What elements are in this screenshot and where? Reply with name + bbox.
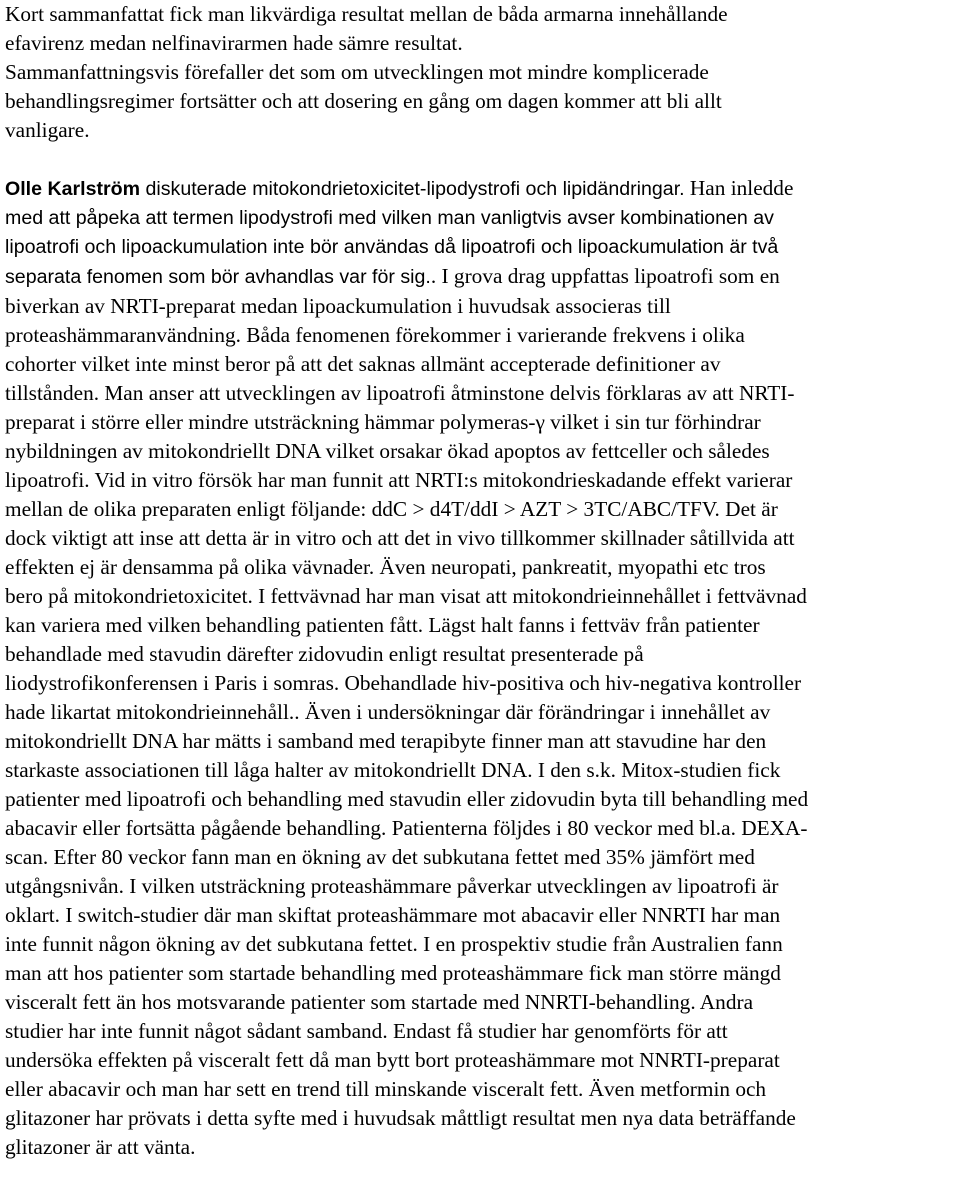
- text-line: Kort sammanfattat fick man likvärdiga resultat mellan de båda armarna innehållande: [5, 2, 728, 26]
- text-line: tillstånden. Man anser att utvecklingen av lipoatrofi åtminstone delvis förklaras av att NRTI-: [5, 381, 795, 405]
- document-page: [5, 0, 955, 1162]
- text-line: hade likartat mitokondrieinnehåll.. Även i undersökningar där förändringar i innehållet av: [5, 700, 771, 724]
- text-line: [5, 174, 955, 204]
- text-line: proteashämmaranvändning. Båda fenomenen förekommer i varierande frekvens i olika: [5, 323, 745, 347]
- text-line: behandlingsregimer fortsätter och att dosering en gång om dagen kommer att bli allt: [5, 89, 722, 113]
- text-line: [5, 262, 955, 292]
- text-line: inte funnit någon ökning av det subkutana fettet. I en prospektiv studie från Australien fann: [5, 932, 783, 956]
- text-fragment: separata fenomen som bör avhandlas var för sig.: [5, 266, 431, 288]
- text-line: glitazoner är att vänta.: [5, 1135, 196, 1159]
- text-line: nybildningen av mitokondriellt DNA vilket orsakar ökad apoptos av fettceller och således: [5, 439, 770, 463]
- text-line: undersöka effekten på visceralt fett då man bytt bort proteashämmare mot NNRTI-preparat: [5, 1048, 780, 1072]
- text-line: man att hos patienter som startade behandling med proteashämmare fick man större mängd: [5, 961, 781, 985]
- text-line: effekten ej är densamma på olika vävnader. Även neuropati, pankreatit, myopathi etc tros: [5, 555, 766, 579]
- text-line: visceralt fett än hos motsvarande patienter som startade med NNRTI-behandling. Andra: [5, 990, 754, 1014]
- text-line: patienter med lipoatrofi och behandling med stavudin eller zidovudin byta till behandling med: [5, 787, 809, 811]
- text-line: bero på mitokondrietoxicitet. I fettvävnad har man visat att mitokondrieinnehållet i fettvävnad: [5, 584, 807, 608]
- text-line: med att påpeka att termen lipodystrofi med vilken man vanligtvis avser kombinationen av: [5, 207, 774, 229]
- mitochondrial-toxicity-paragraph: [5, 174, 955, 1162]
- text-line: behandlade med stavudin därefter zidovudin enligt resultat presenterade på: [5, 642, 644, 666]
- summary-paragraph: [5, 0, 955, 145]
- text-line: Sammanfattningsvis förefaller det som om utvecklingen mot mindre komplicerade: [5, 60, 709, 84]
- text-line: eller abacavir och man har sett en trend till minskande visceralt fett. Även metformin och: [5, 1077, 767, 1101]
- text-line: liodystrofikonferensen i Paris i somras. Obehandlade hiv-positiva och hiv-negativa kontroller: [5, 671, 802, 695]
- text-line: mellan de olika preparaten enligt följande: ddC > d4T/ddI > AZT > 3TC/ABC/TFV. Det är: [5, 497, 778, 521]
- text-line: vanligare.: [5, 118, 90, 142]
- text-line: glitazoner har prövats i detta syfte med i huvudsak måttligt resultat men nya data beträffande: [5, 1106, 796, 1130]
- text-line: oklart. I switch-studier där man skiftat proteashämmare mot abacavir eller NNRTI har man: [5, 903, 781, 927]
- text-line: scan. Efter 80 veckor fann man en ökning av det subkutana fettet med 35% jämfört med: [5, 845, 755, 869]
- text-line: preparat i större eller mindre utsträckning hämmar polymeras-γ vilket i sin tur förhindrar: [5, 410, 761, 434]
- text-line: mitokondriellt DNA har mätts i samband med terapibyte finner man att stavudine har den: [5, 729, 767, 753]
- paragraph-body: [5, 292, 955, 1162]
- text-line: dock viktigt att inse att detta är in vitro och att det in vivo tillkommer skillnader såtillvida att: [5, 526, 795, 550]
- text-line: efavirenz medan nelfinavirarmen hade sämre resultat.: [5, 31, 463, 55]
- text-line: studier har inte funnit något sådant samband. Endast få studier har genomförts för att: [5, 1019, 728, 1043]
- text-line: starkaste associationen till låga halter av mitokondriellt DNA. I den s.k. Mitox-studien fick: [5, 758, 781, 782]
- text-line: cohorter vilket inte minst beror på att det saknas allmänt accepterade definitioner av: [5, 352, 721, 376]
- text-line: biverkan av NRTI-preparat medan lipoackumulation i huvudsak associeras till: [5, 294, 671, 318]
- text-fragment: diskuterade mitokondrietoxicitet-lipodystrofi och lipidändringar.: [140, 178, 685, 200]
- text-line: lipoatrofi och lipoackumulation inte bör användas då lipoatrofi och lipoackumulation är två: [5, 236, 779, 258]
- text-line: abacavir eller fortsätta pågående behandling. Patienterna följdes i 80 veckor med bl.a. DEXA-: [5, 816, 808, 840]
- speaker-name: Olle Karlström: [5, 178, 141, 200]
- text-line: lipoatrofi. Vid in vitro försök har man funnit att NRTI:s mitokondrieskadande effekt varierar: [5, 468, 793, 492]
- text-fragment: Han inledde: [684, 176, 794, 200]
- text-fragment: . I grova drag uppfattas lipoatrofi som en: [430, 264, 780, 288]
- paragraph-gap: [5, 145, 955, 174]
- text-line: utgångsnivån. I vilken utsträckning proteashämmare påverkar utvecklingen av lipoatrofi är: [5, 874, 779, 898]
- text-line: kan variera med vilken behandling patienten fått. Lägst halt fanns i fettväv från patienter: [5, 613, 760, 637]
